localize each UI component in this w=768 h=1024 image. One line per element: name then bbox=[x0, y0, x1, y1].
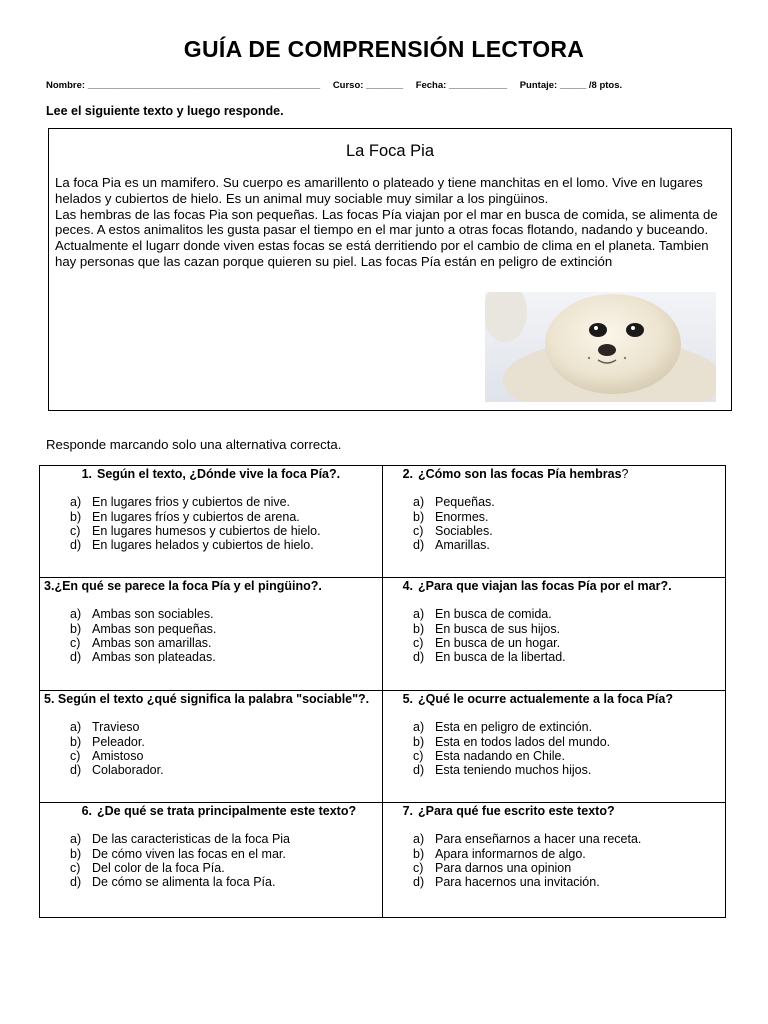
name-field[interactable]: Nombre: ____________________________________________ bbox=[46, 80, 321, 91]
option-b[interactable]: b) En lugares fríos y cubiertos de arena. bbox=[70, 509, 300, 524]
question-number: 6. bbox=[81, 804, 92, 818]
question-8 bbox=[383, 803, 726, 918]
option-b[interactable]: b) De cómo viven las focas en el mar. bbox=[70, 846, 286, 861]
option-b[interactable]: b) Enormes. bbox=[413, 509, 489, 524]
question-1 bbox=[40, 466, 383, 578]
question-text: ¿De qué se trata principalmente este texto? bbox=[97, 804, 357, 818]
option-a[interactable]: a) Ambas son sociables. bbox=[70, 607, 214, 622]
option-a[interactable]: a) Travieso bbox=[70, 720, 140, 735]
option-b[interactable]: b) Apara informarnos de algo. bbox=[413, 846, 586, 861]
question-number: 1. bbox=[81, 467, 92, 481]
question-2 bbox=[383, 466, 726, 578]
question-number: 3. bbox=[44, 579, 55, 593]
question-7 bbox=[40, 803, 383, 918]
question-text: ¿Para que viajan las focas Pía por el mar?. bbox=[418, 579, 672, 593]
page-title: GUÍA DE COMPRENSIÓN LECTORA bbox=[183, 36, 585, 62]
option-a[interactable]: a) En busca de comida. bbox=[413, 607, 552, 622]
option-c[interactable]: c) Sociables. bbox=[413, 523, 493, 538]
question-number: 5. bbox=[44, 692, 55, 706]
option-a[interactable]: a) Pequeñas. bbox=[413, 495, 495, 510]
option-a[interactable]: a) De las caracteristicas de la foca Pia bbox=[70, 832, 291, 847]
reading-paragraph: Actualmente el lugarr donde viven estas focas se está derritiendo por el cambio de clima en el planeta. Tambien hay personas que las cazan porque quieren su piel. Las focas Pía están en peligro de extinción bbox=[55, 238, 709, 269]
option-a[interactable]: a) Esta en peligro de extinción. bbox=[413, 720, 593, 735]
option-d[interactable]: d) En lugares helados y cubiertos de hielo. bbox=[70, 538, 314, 553]
question-6 bbox=[383, 691, 726, 803]
question-text: ¿Qué le ocurre actualemente a la foca Pía? bbox=[418, 692, 673, 706]
option-d[interactable]: d) De cómo se alimenta la foca Pía. bbox=[70, 875, 276, 890]
question-number: 5. bbox=[402, 692, 413, 706]
option-b[interactable]: b) Peleador. bbox=[70, 734, 145, 749]
score-field[interactable]: Puntaje: _____ /8 ptos. bbox=[519, 80, 623, 91]
option-d[interactable]: d) Esta teniendo muchos hijos. bbox=[413, 763, 592, 778]
question-number: 4. bbox=[402, 579, 413, 593]
course-field[interactable]: Curso: _______ bbox=[332, 80, 404, 91]
harp-seal-photo bbox=[485, 292, 716, 402]
question-3 bbox=[40, 578, 383, 691]
date-field[interactable]: Fecha: ___________ bbox=[415, 80, 508, 91]
option-c[interactable]: c) Para darnos una opinion bbox=[413, 860, 572, 875]
reading-paragraph: Las hembras de las focas Pia son pequeñas. Las focas Pía viajan por el mar en busca de comida, se alimenta de peces. A estos animalitos les gusta pasar el tiempo en el mar junto a otras focas flotando, nadando y buceando. bbox=[55, 206, 718, 238]
option-c[interactable]: c) En busca de un hogar. bbox=[413, 635, 561, 650]
option-d[interactable]: d) Amarillas. bbox=[413, 538, 490, 553]
option-c[interactable]: c) Esta nadando en Chile. bbox=[413, 748, 565, 763]
question-text: Según el texto ¿qué significa la palabra "sociable"?. bbox=[57, 692, 370, 706]
question-5 bbox=[40, 691, 383, 803]
option-d[interactable]: d) En busca de la libertad. bbox=[413, 650, 566, 665]
option-c[interactable]: c) Del color de la foca Pía. bbox=[70, 860, 225, 875]
option-d[interactable]: d) Ambas son plateadas. bbox=[70, 650, 216, 665]
respond-instruction: Responde marcando solo una alternativa correcta. bbox=[46, 437, 342, 452]
question-number: 7. bbox=[402, 804, 413, 818]
option-b[interactable]: b) Ambas son pequeñas. bbox=[70, 621, 217, 636]
option-a[interactable]: a) En lugares frios y cubiertos de nive. bbox=[70, 495, 291, 510]
question-text: Según el texto, ¿Dónde vive la foca Pía?. bbox=[97, 467, 341, 481]
option-d[interactable]: d) Para hacernos una invitación. bbox=[413, 875, 600, 890]
question-text: ¿Cómo son las focas Pía hembras bbox=[418, 467, 622, 481]
question-tail: ? bbox=[621, 467, 629, 481]
questions-table bbox=[39, 465, 726, 918]
reading-text bbox=[55, 175, 725, 270]
option-a[interactable]: a) Para enseñarnos a hacer una receta. bbox=[413, 832, 642, 847]
question-number: 2. bbox=[402, 467, 413, 481]
option-c[interactable]: c) En lugares humesos y cubiertos de hielo. bbox=[70, 523, 321, 538]
reading-instruction: Lee el siguiente texto y luego responde. bbox=[46, 104, 284, 118]
option-c[interactable]: c) Ambas son amarillas. bbox=[70, 635, 212, 650]
reading-paragraph: La foca Pia es un mamifero. Su cuerpo es amarillento o plateado y tiene manchitas en el lomo. Vive en lugares helados y cubiertos de hielo. Es un animal muy sociable muy similar a los pingüinos. bbox=[55, 175, 703, 206]
question-text: ¿En qué se parece la foca Pía y el pingüino?. bbox=[54, 579, 322, 593]
option-d[interactable]: d) Colaborador. bbox=[70, 763, 164, 778]
option-c[interactable]: c) Amistoso bbox=[70, 748, 144, 763]
option-b[interactable]: b) Esta en todos lados del mundo. bbox=[413, 734, 611, 749]
student-info-line bbox=[46, 80, 632, 91]
reading-box bbox=[48, 128, 732, 411]
question-4 bbox=[383, 578, 726, 691]
reading-title: La Foca Pia bbox=[345, 142, 435, 160]
question-text: ¿Para qué fue escrito este texto? bbox=[418, 804, 615, 818]
option-b[interactable]: b) En busca de sus hijos. bbox=[413, 621, 561, 636]
